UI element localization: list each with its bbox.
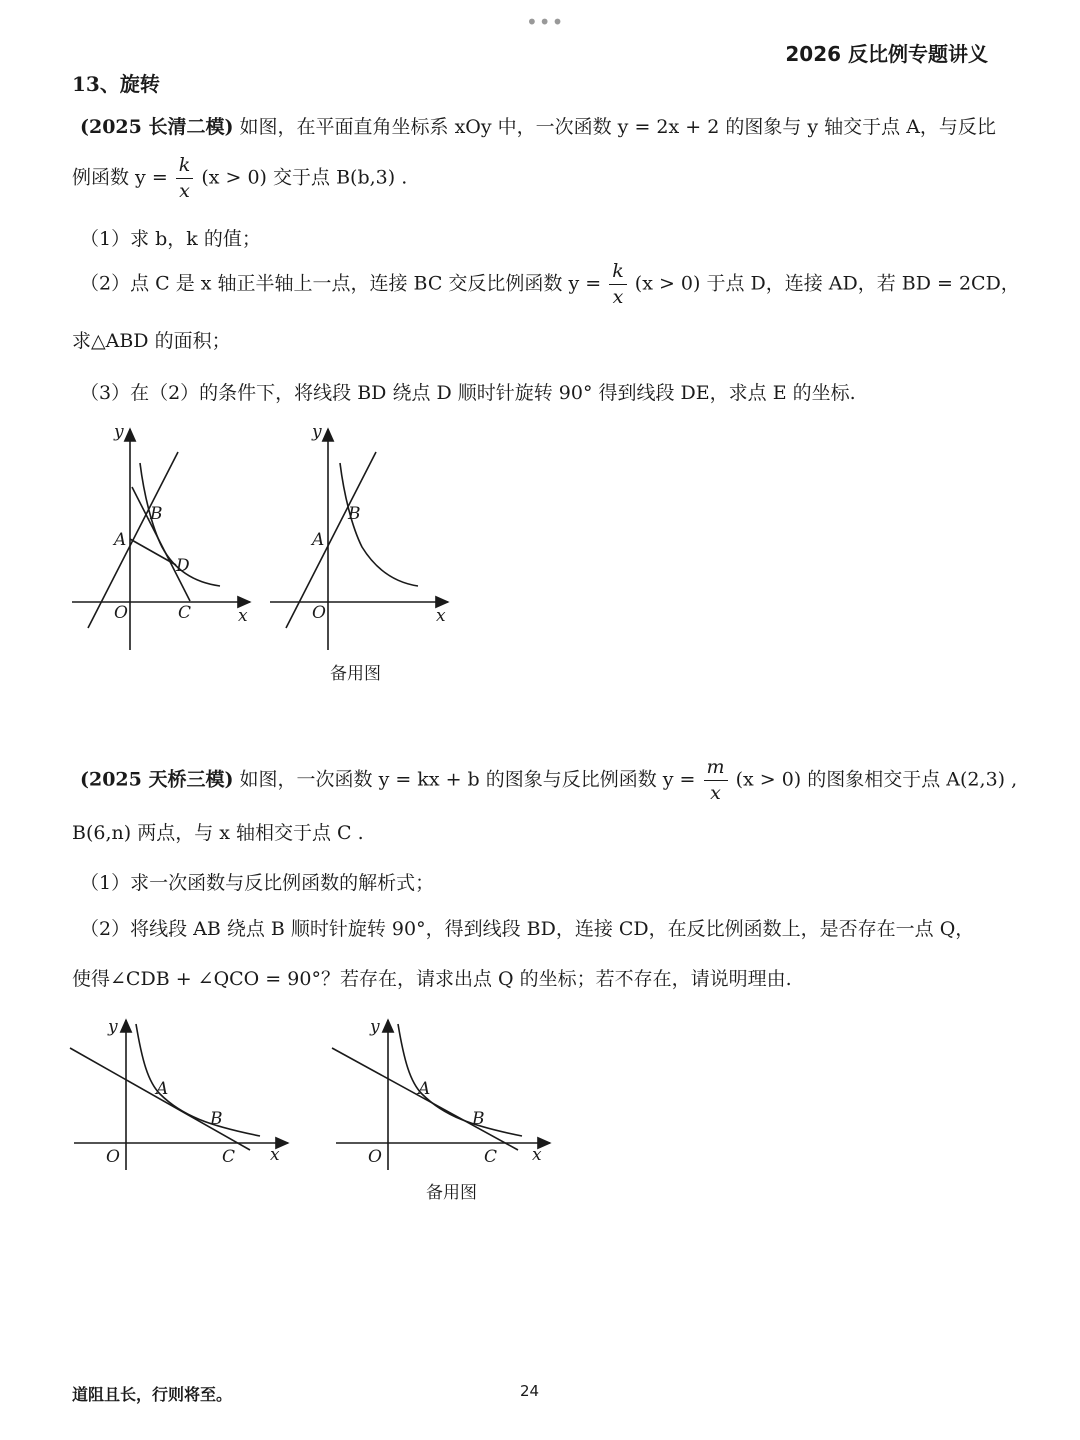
problem2-statement-suffix: (x > 0) 的图象相交于点 A(2,3) , [735,768,1018,791]
problem2-question2: （2）将线段 AB 绕点 B 顺时针旋转 90°，得到线段 BD，连接 CD，在反比例函数上，是否存在一点 Q， [80,918,975,940]
problem2-fraction [704,758,728,803]
problem1-line1 [80,112,996,139]
y-axis-label: y [114,422,124,442]
problem2-question2-line2: 使得∠CDB + ∠QCO = 90°？若存在，请求出点 Q 的坐标；若不存在，请说明理由. [72,968,792,990]
problem2-statement-prefix: 如图，一次函数 y = kx + b 的图象与反比例函数 y = [239,768,696,791]
origin-label: O [368,1147,382,1167]
y-axis-label: y [312,422,322,442]
point-b-label: B [348,504,361,524]
problem1-question3: （3）在（2）的条件下，将线段 BD 绕点 D 顺时针旋转 90° 得到线段 DE，求点 E 的坐标. [80,382,856,404]
hyperbola-curve [136,1024,260,1136]
point-a-label: A [312,530,325,550]
fraction-numerator: k [176,156,194,179]
origin-label: O [106,1147,120,1167]
document-title: 2026 反比例专题讲义 [785,42,988,66]
problem1-function-prefix: 例函数 y = [72,166,168,189]
problem1-source: (2025 长清二模) [80,116,234,138]
problem2-backup-caption: 备用图 [426,1183,477,1203]
linear-function-line [332,1048,518,1150]
problem2-figures [60,1010,560,1190]
point-c-label: C [484,1147,498,1167]
problem1-q2-fraction [609,262,627,307]
problem1-backup-caption: 备用图 [330,664,381,684]
fraction-numerator: k [609,262,627,285]
problem1-condition: (x > 0) [201,166,267,189]
problem1-backup-figure [270,429,448,650]
point-c-label: C [178,603,192,623]
fraction-numerator: m [704,758,728,781]
problem2-source: (2025 天桥三模) [80,768,234,791]
problem1-q2-suffix: (x > 0) 于点 D，连接 AD，若 BD = 2CD， [634,272,1020,295]
segment-ad [130,539,176,565]
fraction-denominator: x [710,782,721,804]
x-axis-label: x [270,1145,280,1165]
hyperbola-curve [340,463,418,586]
problem1-statement: 如图，在平面直角坐标系 xOy 中，一次函数 y = 2x + 2 的图象与 y 轴交于点 A，与反比 [239,116,996,138]
y-axis-label: y [108,1017,118,1037]
section-title: 13、旋转 [72,72,160,96]
point-b-label: B [472,1109,485,1129]
top-indicator: ••• [526,10,565,34]
point-a-label: A [156,1079,169,1099]
problem1-fraction [176,156,194,201]
problem1-question2 [80,262,1020,307]
fraction-denominator: x [612,286,624,308]
point-c-label: C [222,1147,236,1167]
problem1-point-b: 交于点 B(b,3) . [273,166,408,189]
problem2-line1 [80,758,1017,803]
problem2-main-figure [70,1020,288,1170]
problem2-backup-figure [332,1020,550,1170]
origin-label: O [312,603,326,623]
problem1-question1: （1）求 b，k 的值； [80,228,261,250]
origin-label: O [114,603,128,623]
x-axis-label: x [238,606,248,626]
problem1-q2-prefix: （2）点 C 是 x 轴正半轴上一点，连接 BC 交反比例函数 y = [80,272,602,295]
x-axis-label: x [436,606,446,626]
point-a-label: A [418,1079,431,1099]
linear-function-line [70,1048,250,1150]
page-number: 24 [520,1382,540,1400]
problem2-line2: B(6,n) 两点，与 x 轴相交于点 C . [72,822,364,844]
problem1-figures [60,415,480,665]
point-b-label: B [150,504,163,524]
point-b-label: B [210,1109,223,1129]
fraction-denominator: x [179,180,190,202]
x-axis-label: x [532,1145,542,1165]
problem1-line2 [72,156,407,201]
hyperbola-curve [398,1024,522,1136]
footer-motto: 道阻且长，行则将至。 [72,1385,233,1404]
problem1-main-figure [72,429,250,650]
point-a-label: A [114,530,127,550]
point-d-label: D [176,556,190,576]
problem2-question1: （1）求一次函数与反比例函数的解析式； [80,872,435,894]
problem1-question2-line2: 求△ABD 的面积； [72,330,231,352]
y-axis-label: y [370,1017,380,1037]
